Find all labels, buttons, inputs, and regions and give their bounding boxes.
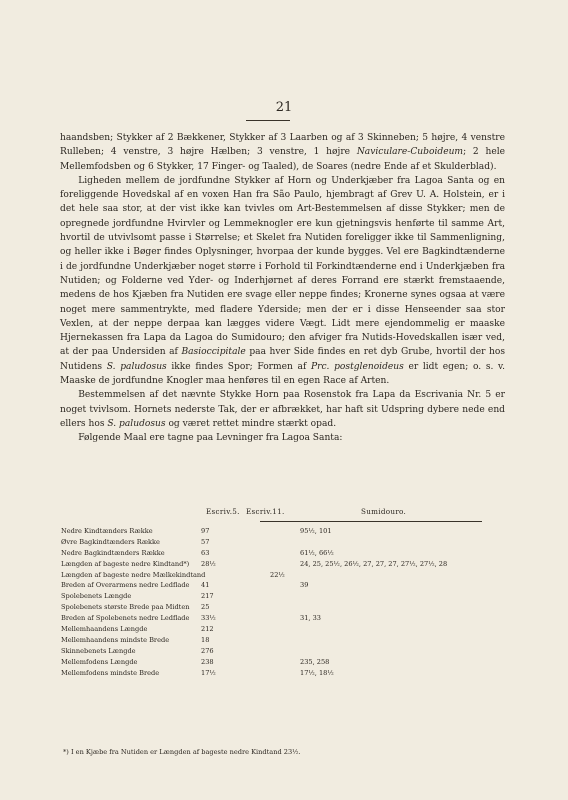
cell-escriv5: 28½ xyxy=(201,559,216,568)
italic-term: Naviculare-Cuboideum xyxy=(356,147,464,158)
table-row xyxy=(61,537,521,548)
cell-escriv5: 238 xyxy=(201,657,214,666)
table-row xyxy=(61,559,521,570)
cell-escriv5: 25 xyxy=(201,603,210,612)
cell-sumidouro: 235, 258 xyxy=(300,657,330,666)
column-header-sumidouro: Sumidouro. xyxy=(361,507,407,516)
row-label: Spolebenets største Brede paa Midten xyxy=(61,603,190,612)
italic-term: Basioccipitale xyxy=(181,347,246,358)
row-label: Nedre Bagkindtænders Række xyxy=(61,548,165,557)
row-label: Mellemhaandens Længde xyxy=(61,625,148,634)
text-run: Følgende Maal ere tagne paa Levninger fra Lagoa Santa: xyxy=(78,433,343,444)
cell-escriv5: 17½ xyxy=(201,668,216,677)
footnote: *) I en Kjæbe fra Nutiden er Længden af bageste nedre Kindtand 23½. xyxy=(63,748,301,756)
table-row xyxy=(61,602,521,613)
text-run: ; 2 hele Mellemfodsben og 6 Stykker, 17 Finger- og Taaled), de Soares (nedre Ende af et Skulderblad). xyxy=(60,147,505,172)
cell-sumidouro: 61½, 66½ xyxy=(300,548,334,557)
row-label: Længden af bageste nedre Kindtand*) xyxy=(61,559,190,568)
row-label: Breden af Spolebenets nedre Ledflade xyxy=(61,614,190,623)
table-row xyxy=(61,548,521,559)
cell-escriv5: 33½ xyxy=(201,614,216,623)
page-number: 21 xyxy=(275,100,293,115)
paragraph xyxy=(60,131,505,174)
table-row xyxy=(61,668,521,679)
cell-escriv5: 97 xyxy=(201,527,210,535)
row-label: Mellemfodens mindste Brede xyxy=(61,668,160,677)
cell-sumidouro: 39 xyxy=(300,581,309,590)
column-header-escriv11: Escriv.11. xyxy=(246,507,285,516)
cell-escriv5: 63 xyxy=(201,548,210,557)
row-label: Øvre Bagkindtænders Række xyxy=(61,537,160,546)
text-run: haandsben; Stykker af 2 Bækkener, Stykker af 3 Laarben og af 3 Skinneben; 5 højre, 4 venstre Rulleben; 4 venstre, 3 højre Hælben; 3 venstre, 1 højre xyxy=(60,133,505,158)
cell-sumidouro: 17½, 18½ xyxy=(300,668,334,677)
text-run: ikke findes Spor; Formen af xyxy=(166,361,311,372)
paragraph xyxy=(60,388,505,431)
paragraph xyxy=(60,431,505,445)
cell-escriv5: 276 xyxy=(201,646,214,655)
table-row xyxy=(61,624,521,635)
paragraph xyxy=(60,174,505,388)
column-header-escriv5: Escriv.5. xyxy=(206,507,240,516)
row-label: Breden af Overarmens nedre Ledflade xyxy=(61,581,190,590)
header-rule xyxy=(246,120,290,121)
table-row xyxy=(61,657,521,668)
cell-escriv5: 212 xyxy=(201,625,214,634)
body-text xyxy=(60,131,505,446)
column-header-rule xyxy=(260,521,482,522)
table-row xyxy=(61,635,521,646)
cell-escriv5: 18 xyxy=(201,635,210,644)
table-row xyxy=(61,613,521,624)
italic-term: S. paludosus xyxy=(107,418,166,429)
cell-sumidouro: 24, 25, 25½, 26½, 27, 27, 27, 27½, 27½, 28 xyxy=(300,559,448,568)
text-run: paa hver Side findes en ret dyb Grube, hvortil der hos Nutidens xyxy=(60,347,505,372)
cell-escriv5: 41 xyxy=(201,581,210,590)
italic-term: S. paludosus xyxy=(106,361,167,372)
text-run: og været rettet mindre stærkt opad. xyxy=(165,418,337,429)
row-label: Længden af bageste nedre Mælkekindtand xyxy=(61,570,206,579)
table-row xyxy=(61,646,521,657)
text-run: Bestemmelsen af det nævnte Stykke Horn paa Rosenstok fra Lapa da Escrivania Nr. 5 er noget tvivlsom. Hornets nederste Tak, der er afbrækket, har haft sit Udspring dybere nede end ellers hos xyxy=(60,390,505,429)
table-row xyxy=(61,570,521,581)
row-label: Skinnebenets Længde xyxy=(61,646,136,655)
table-row xyxy=(61,591,521,602)
table-row xyxy=(61,580,521,591)
table-row xyxy=(61,526,521,537)
cell-sumidouro: 31, 33 xyxy=(300,614,321,623)
text-run: Ligheden mellem de jordfundne Stykker af Horn og Underkjæber fra Lagoa Santa og en foreliggende Hovedskal af en voxen Han fra São Paulo, hjembragt af Grev U. A. Holstein, er i det hele saa stor, at der vist ikke kan tvivles om Art-Bestemmelsen af disse Stykker; men de opregnede jordfundne Hvirvler og Lemmeknogler ere kun gjetningsvis henførte til samme Art, hvortil de utvivlsomt passe i Størrelse; et Skelet fra Nutiden foreligger ikke til Sammenligning, og heller ikke i Bøger findes Oplysninger, hvorpaa der kunde bygges. Vel ere Bagkindtænderne i de jordfundne Underkjæber noget større i Forhold til Forkindtænderne end i Underkjæben fra Nutiden; og Folderne ved Yder- og Inderhjørnet af deres Forrand ere stærkt fremstaaende, medens de hos Kjæben fra Nutiden ere svage eller neppe findes; Kronerne synes ogsaa at være noget mere sammentrykte, med fladere Yderside; men der er i disse Henseender saa stor Vexlen, at der neppe derpaa kan lægges videre Vægt. Lidt mere ejendommelig er maaske Hjernekassen fra Lapa da Lagoa do Sumidouro; den afviger fra Nutids-Hovedskallen især ved, at der paa Undersiden af xyxy=(60,175,505,358)
cell-escriv5: 57 xyxy=(201,537,210,546)
row-label: Mellemfodens Længde xyxy=(61,657,138,666)
cell-sumidouro: 95½, 101 xyxy=(300,527,332,535)
row-label: Spolebenets Længde xyxy=(61,592,132,601)
row-label: Nedre Kindtænders Række xyxy=(61,527,153,535)
cell-escriv5: 217 xyxy=(201,592,214,601)
table-header xyxy=(0,507,568,519)
text-run: er lidt egen; o. s. v. Maaske de jordfundne Knogler maa henføres til en egen Race af Arten. xyxy=(60,361,505,387)
italic-term: Prc. postglenoideus xyxy=(311,361,404,372)
row-label: Mellemhaandens mindste Brede xyxy=(61,635,170,644)
cell-escriv11: 22½ xyxy=(270,570,285,579)
measurement-table xyxy=(61,526,521,678)
